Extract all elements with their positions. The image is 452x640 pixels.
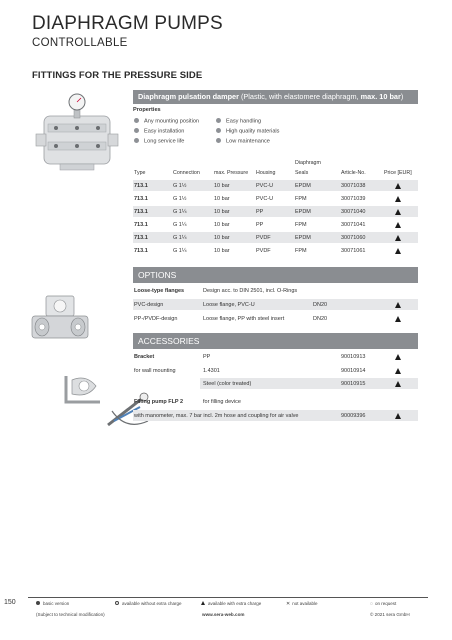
- table-row: 713.1 G 1¼ 10 bar PVDF FPM 30071061: [133, 245, 418, 256]
- damper-title-bar: [133, 90, 418, 104]
- accessories-header: ACCESSORIES: [133, 333, 418, 349]
- accessory-row: Steel (color treated) 90010915: [200, 378, 418, 389]
- price-triangle-icon: [395, 248, 401, 254]
- price-triangle-icon: [395, 196, 401, 202]
- col-header-seals-top: Diaphragm: [295, 160, 321, 166]
- cross-icon: ✕: [286, 601, 291, 607]
- price-triangle-icon: [395, 183, 401, 189]
- bracket-image: [60, 372, 106, 408]
- option-row: PVC-design Loose flange, PVC-U DN20: [133, 299, 418, 310]
- page-title: DIAPHRAGM PUMPS: [32, 13, 223, 34]
- triangle-icon: [201, 601, 205, 605]
- damper-max-pressure: max. 10 bar: [360, 92, 401, 101]
- page-number: 150: [4, 599, 16, 606]
- damper-title: Diaphragm pulsation damper: [138, 92, 239, 101]
- bullet-dot-icon: [134, 118, 139, 123]
- accessory-row: with manometer, max. 7 bar incl. 2m hose and coupling for air valve 90009396: [133, 410, 418, 421]
- damper-note-close: ): [400, 92, 404, 101]
- half-circle-icon: [115, 601, 119, 605]
- accessory-row: Bracket PP 90010913: [133, 351, 418, 362]
- col-header-connection: Connection: [173, 170, 200, 176]
- feature-item: Easy installation: [134, 128, 184, 135]
- options-header: OPTIONS: [133, 267, 418, 283]
- option-row: Loose-type flanges Design acc. to DIN 2501, incl. O-Rings: [134, 288, 298, 294]
- copyright: © 2021 sera GmbH: [370, 612, 410, 617]
- col-header-price: Price [EUR]: [384, 170, 412, 176]
- website-link[interactable]: www.sera-web.com: [202, 612, 245, 617]
- table-row: 713.1 G 1¼ 10 bar PP EPDM 30071040: [133, 206, 418, 217]
- price-triangle-icon: [395, 235, 401, 241]
- col-header-type: Type: [134, 170, 146, 176]
- price-triangle-icon: [395, 222, 401, 228]
- col-header-pressure: max. Pressure: [214, 170, 249, 176]
- section-title: FITTINGS FOR THE PRESSURE SIDE: [32, 70, 203, 81]
- bullet-dot-icon: [216, 118, 221, 123]
- legend-item: ◌ on request: [370, 601, 397, 607]
- loose-flange-image: [28, 292, 106, 344]
- feature-item: Any mounting position: [134, 118, 199, 125]
- properties-label: Properties: [133, 107, 161, 113]
- price-triangle-icon: [395, 381, 401, 387]
- feature-item: Easy handling: [216, 118, 261, 125]
- bullet-dot-icon: [134, 138, 139, 143]
- price-triangle-icon: [395, 316, 401, 322]
- feature-item: High quality materials: [216, 128, 279, 135]
- accessory-row: for wall mounting 1.4301 90010914: [133, 365, 418, 376]
- legend-item: basic version: [36, 601, 69, 606]
- feature-item: Low maintenance: [216, 138, 270, 145]
- price-triangle-icon: [395, 354, 401, 360]
- page-subtitle: CONTROLLABLE: [32, 37, 128, 49]
- footer-divider: [28, 597, 428, 598]
- table-row: 713.1 G 1½ 10 bar PVC-U FPM 30071039: [133, 193, 418, 204]
- table-row: 713.1 G 1¼ 10 bar PVDF EPDM 30071060: [133, 232, 418, 243]
- option-row: PP-/PVDF-design Loose flange, PP with steel insert DN20: [133, 313, 418, 324]
- price-triangle-icon: [395, 209, 401, 215]
- bullet-dot-icon: [216, 128, 221, 133]
- table-row: 713.1 G 1¼ 10 bar PP FPM 30071041: [133, 219, 418, 230]
- accessory-row: Filling pump FLP 2 for filling device: [134, 399, 241, 405]
- price-triangle-icon: [395, 368, 401, 374]
- disclaimer: (Subject to technical modification): [36, 612, 105, 617]
- table-row: 713.1 G 1½ 10 bar PVC-U EPDM 30071038: [133, 180, 418, 191]
- price-triangle-icon: [395, 302, 401, 308]
- request-icon: ◌: [370, 601, 373, 607]
- legend-item: ✕ not available: [286, 601, 318, 607]
- feature-item: Long service life: [134, 138, 184, 145]
- col-header-article: Article-No.: [341, 170, 366, 176]
- price-triangle-icon: [395, 413, 401, 419]
- pulsation-damper-image: [34, 92, 120, 178]
- bullet-dot-icon: [134, 128, 139, 133]
- legend-item: available without extra charge: [115, 601, 182, 606]
- filled-circle-icon: [36, 601, 40, 605]
- legend-item: available with extra charge: [201, 601, 261, 606]
- damper-note: (Plastic, with elastomere diaphragm,: [238, 92, 361, 101]
- col-header-housing: Housing: [256, 170, 276, 176]
- col-header-seals: Seals: [295, 170, 309, 176]
- bullet-dot-icon: [216, 138, 221, 143]
